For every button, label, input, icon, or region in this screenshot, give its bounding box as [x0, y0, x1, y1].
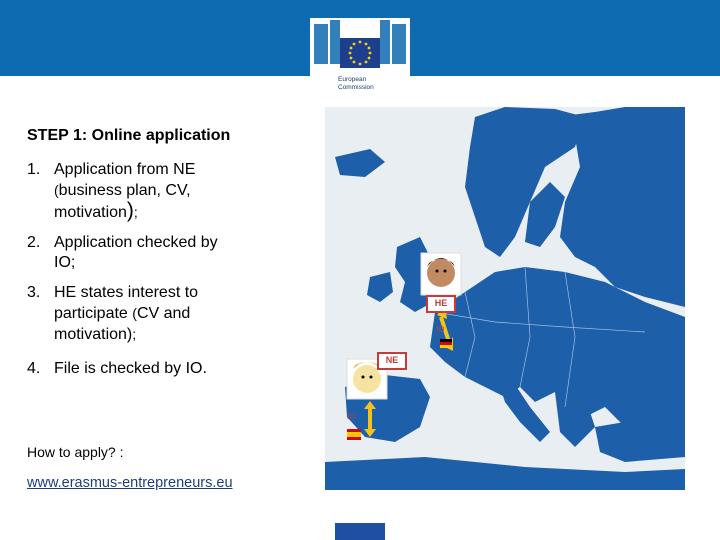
logo-text-european: European [338, 76, 367, 83]
europe-map-graphic [325, 107, 685, 490]
step-number: 3. [27, 284, 41, 301]
step-main-text: HE states interest to [54, 284, 199, 301]
step-detail-text-2: motivation [54, 204, 127, 221]
paren-close: ) [126, 199, 134, 222]
step-3 [27, 283, 307, 345]
erasmus-entrepreneurs-link[interactable]: www.erasmus-entrepreneurs.eu [27, 475, 233, 491]
logo-text-commission: Commission [338, 83, 374, 91]
how-to-apply-label: How to apply? : [27, 444, 124, 460]
slide-title: STEP 1: Online application [27, 127, 231, 144]
step-detail-text-2: motivation [54, 326, 127, 343]
step-2 [27, 233, 307, 273]
step-4 [27, 359, 307, 379]
he-tag: HE [426, 295, 456, 313]
paren-close: ) [126, 326, 133, 343]
spain-flag-icon [347, 429, 361, 440]
step-main-text: File is checked by IO. [54, 360, 207, 377]
step-tail: ; [132, 326, 137, 342]
step-main-text: Application from NE [54, 161, 196, 178]
step-detail-text: business plan, CV, [58, 182, 191, 199]
step-tail: ; [133, 204, 138, 220]
paren-open: ( [132, 305, 137, 321]
logo-label [338, 76, 374, 91]
he-person-icon [421, 253, 461, 295]
step-detail-text: CV and [136, 305, 191, 322]
footer-flag-bar [335, 523, 385, 540]
paren-open: ( [54, 182, 59, 198]
europe-map [325, 107, 685, 490]
step-main-text-2: participate [54, 305, 128, 322]
io-label-de: IO [436, 325, 445, 334]
step-number: 2. [27, 234, 41, 251]
io-label-es: IO [347, 412, 356, 421]
steps-list [27, 160, 307, 379]
step-main-text-2: IO; [54, 254, 76, 271]
ne-tag: NE [377, 352, 407, 370]
step-main-text: Application checked by [54, 234, 218, 251]
step-number: 1. [27, 161, 41, 178]
step-1 [27, 160, 307, 223]
european-commission-logo [310, 18, 410, 102]
germany-flag-icon [440, 339, 452, 348]
step-number: 4. [27, 360, 41, 377]
